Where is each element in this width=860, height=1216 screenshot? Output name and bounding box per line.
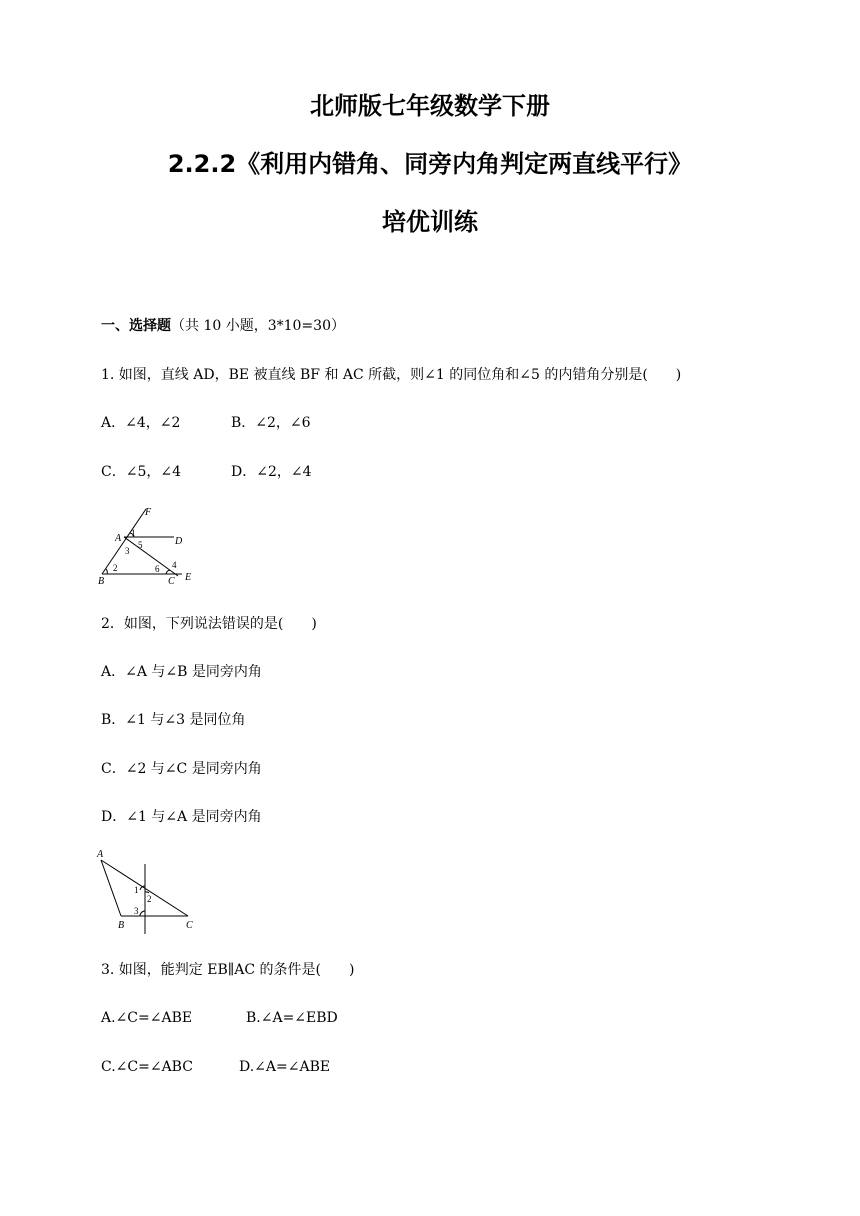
question-2-stem: 2．如图，下列说法错误的是( ) [101, 616, 317, 632]
angle-label: 3 [134, 906, 139, 916]
point-label: A [115, 533, 122, 544]
question-2-figure [94, 846, 204, 936]
lesson-title: 2.2.2《利用内错角、同旁内角判定两直线平行》 [167, 150, 693, 178]
question-2-option-b: B．∠1 与∠3 是同位角 [101, 712, 246, 728]
point-label: B [98, 576, 105, 586]
question-3-option-c: C.∠C=∠ABC [101, 1059, 193, 1075]
question-2-option-c: C．∠2 与∠C 是同旁内角 [101, 761, 262, 777]
question-2-option-a: A．∠A 与∠B 是同旁内角 [101, 664, 262, 680]
question-1-option-d: D．∠2，∠4 [231, 464, 312, 480]
question-3-option-b: B.∠A=∠EBD [246, 1010, 338, 1026]
document-title: 北师版七年级数学下册 [310, 92, 550, 120]
question-3-option-a: A.∠C=∠ABE [101, 1010, 193, 1026]
question-3-stem: 3. 如图，能判定 EB∥AC 的条件是( ) [101, 962, 355, 978]
section-note: （共 10 小题，3*10=30） [171, 318, 345, 334]
point-label: B [118, 920, 125, 931]
question-3-option-d: D.∠A=∠ABE [239, 1059, 331, 1075]
section-title: 一、选择题 [101, 318, 171, 334]
angle-label: 5 [138, 540, 143, 550]
question-1-option-c: C．∠5，∠4 [101, 464, 181, 480]
angle-label: 2 [113, 563, 118, 573]
point-label: D [175, 536, 183, 547]
section-heading [101, 316, 345, 336]
angle-label: 3 [125, 546, 130, 556]
point-label: F [145, 507, 152, 518]
angle-label: 6 [155, 564, 160, 574]
angle-label: 1 [131, 528, 136, 538]
angle-label: 4 [172, 560, 177, 570]
angle-label: 1 [134, 885, 139, 895]
side-ab [101, 860, 121, 916]
point-label: E [185, 572, 192, 583]
question-1-figure [94, 504, 204, 586]
point-label: A [97, 849, 104, 860]
question-1-option-b: B．∠2，∠6 [231, 415, 311, 431]
question-2-option-d: D．∠1 与∠A 是同旁内角 [101, 809, 262, 825]
point-label: C [168, 576, 175, 586]
question-1-option-a: A．∠4，∠2 [101, 415, 181, 431]
point-label: C [186, 920, 193, 931]
question-1-stem: 1. 如图，直线 AD，BE 被直线 BF 和 AC 所截，则∠1 的同位角和∠5 的内错角分别是( ) [101, 367, 682, 383]
training-subtitle: 培优训练 [382, 208, 478, 236]
angle-label: 2 [147, 894, 152, 904]
